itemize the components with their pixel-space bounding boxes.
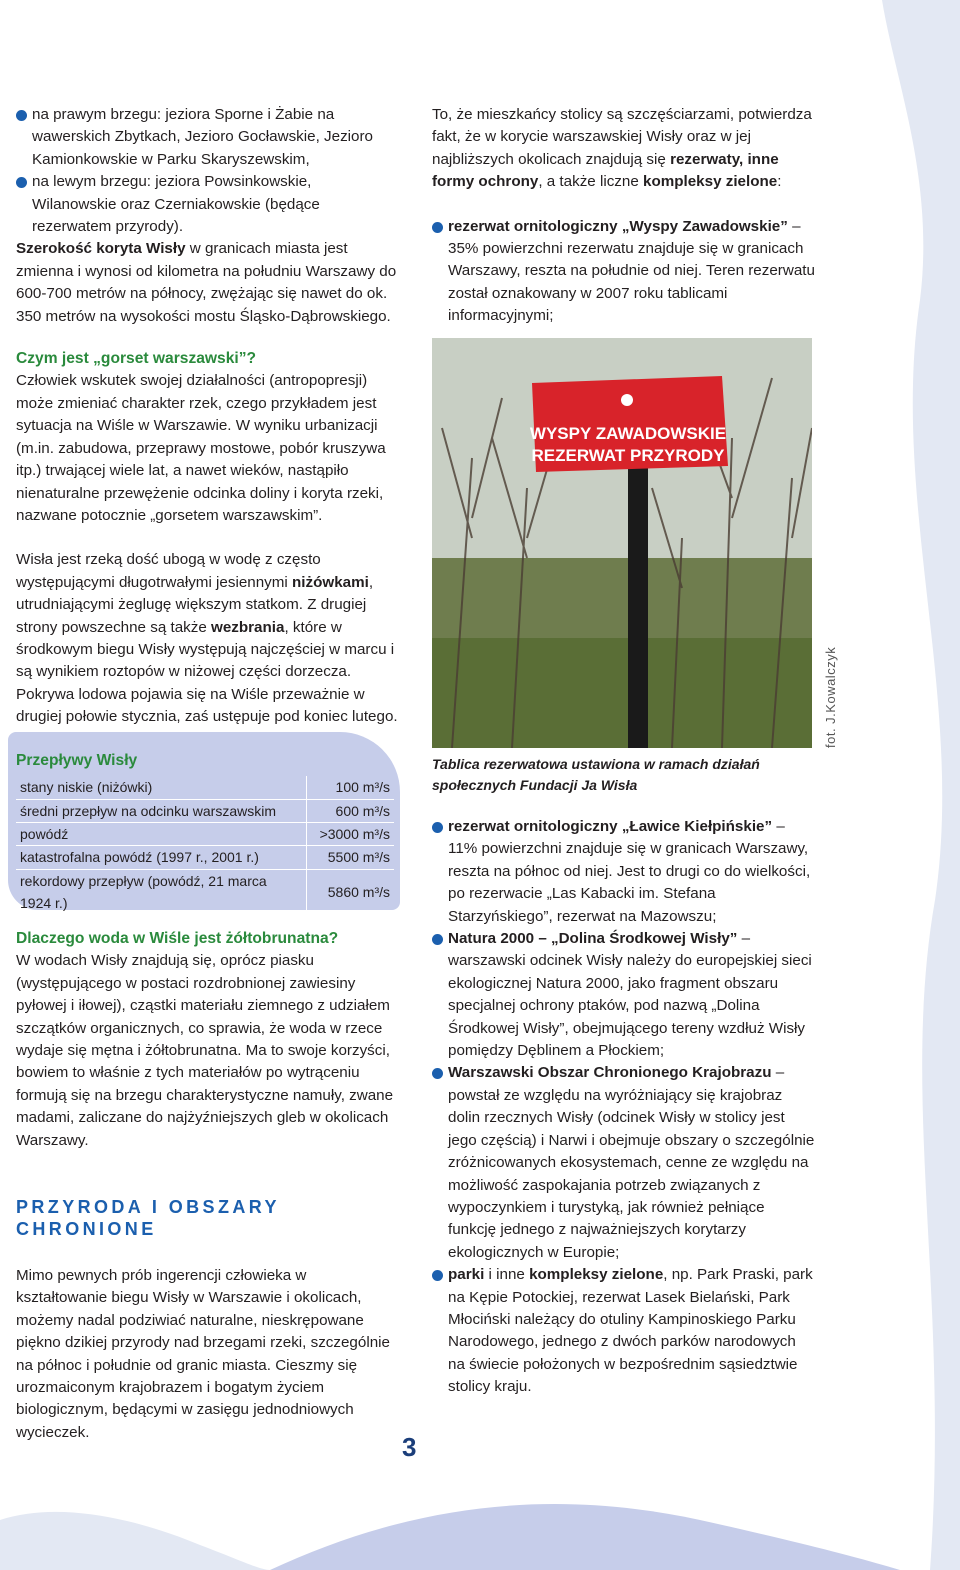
text-span: To, że mieszkańcy stolicy są szczęściarzami, potwierdza fakt, że w korycie warszawskiej Wisły oraz w jej najbliższych okolicach znajdują się	[432, 106, 812, 168]
photo-caption: Tablica rezerwatowa ustawiona w ramach działań społecznych Fundacji Ja Wisła	[432, 756, 760, 793]
text-span: – 11% powierzchni znajduje się w granicach Warszawy, reszta na północ od niej. Jest to drugi co do wielkości, po rezerwacie „Las Kabacki im. Stefana Starzyńskiego”, rezerwat na Mazowszu;	[448, 818, 811, 925]
list-item	[432, 928, 816, 1062]
bold-term: rezerwaty, inne formy ochrony	[432, 150, 779, 191]
bold-term: kompleksy zielone	[643, 173, 778, 191]
flows-table	[16, 776, 394, 916]
text-span: , które w środkowym biegu Wisły występują najczęściej w marcu i są wynikiem roztopów w niżowej części dorzecza. Pokrywa lodowa pojawia się na Wiśle przeważnie w drugiej połowie stycznia, zaś ustępuje pod koniec lutego.	[16, 618, 398, 726]
table-row	[16, 822, 394, 845]
paragraph-gorset: Człowiek wskutek swojej działalności (antropopresji) może zmieniać charakter rzek, czego przykładem jest sytuacja na Wiśle w Warszawie. W wyniku urbanizacji (m.in. zabudowa, przeprawy mostowe, pobór kruszywa itp.) trwającej wiele lat, a nawet wieków, nastąpiło nienaturalne przewężenie odcinka doliny i koryta rzeki, nazwane potocznie „gorsetem warszawskim”.	[16, 372, 386, 524]
heading-gorset: Czym jest „gorset warszawski”?	[16, 350, 257, 368]
text-span: :	[777, 173, 782, 191]
bold-term: kompleksy zielone	[529, 1266, 664, 1284]
sign-line-1: WYSPY ZAWADOWSKIE	[529, 424, 727, 443]
credit-text: fot. J.Kowalczyk	[823, 646, 838, 748]
flow-label: średni przepływ na odcinku warszawskim	[16, 799, 306, 822]
paragraph-river-width	[16, 238, 398, 328]
photo-reserve-sign	[432, 338, 812, 748]
bold-term: rezerwat ornitologiczny „Wyspy Zawadowskie”	[448, 217, 788, 235]
left-column-lower	[16, 928, 398, 1444]
sign-line-2: REZERWAT PRZYRODY	[531, 446, 725, 465]
paragraph-intro	[432, 104, 816, 194]
page-number: 3	[402, 1432, 417, 1462]
list-item	[432, 1062, 816, 1264]
flow-label: rekordowy przepływ (powódź, 21 marca 1924 r.)	[16, 869, 306, 915]
text-span: Wisła jest rzeką dość ubogą w wodę z często występującymi długotrwałymi jesiennymi	[16, 551, 321, 591]
photo-illustration	[432, 338, 812, 748]
heading-water-color: Dlaczego woda w Wiśle jest żółtobrunatna?	[16, 930, 339, 947]
bold-term: Warszawski Obszar Chronionego Krajobrazu	[448, 1064, 772, 1082]
bold-term: parki	[448, 1266, 485, 1284]
text-span: , np. Park Praski, park na Kępie Potockiej, rezerwat Lasek Bielański, Park Młociński należący do otuliny Kampinoskiego Parku Narodowego, jednego z dwóch parków narodowych na świecie położonych w bezpośrednim sąsiedztwie stolicy kraju.	[448, 1266, 813, 1396]
flow-value: 5500 m³/s	[306, 846, 394, 869]
left-column	[16, 104, 398, 729]
section-title: PRZYRODA I OBSZARY CHRONIONE	[16, 1197, 280, 1240]
text-span: – 35% powierzchni rezerwatu znajduje się w granicach Warszawy, reszta na południe od niej. Teren rezerwatu został oznakowany w 2007 roku tablicami informacyjnymi;	[448, 217, 815, 325]
text-span: – warszawski odcinek Wisły należy do europejskiej sieci ekologicznej Natura 2000, jako fragment obszaru specjalnej ochrony ptaków, pod nazwą „Dolina Środkowej Wisły”, obejmującego tereny wzdłuż Wisły pomiędzy Dęblinem a Płockiem;	[448, 930, 812, 1060]
flow-label: powódź	[16, 822, 306, 845]
bold-term: wezbrania	[211, 618, 285, 636]
table-row	[16, 846, 394, 869]
bold-term: niżówkami	[292, 573, 369, 591]
bottom-wave	[270, 1504, 900, 1570]
bottom-wave-light	[0, 1512, 270, 1570]
list-item	[432, 816, 816, 928]
paragraph-water-color: W wodach Wisły znajdują się, oprócz piasku (występującego w postaci rozdrobnionej zawiesiny pyłowej i iłowej), cząstki materiału ziemnego z udziałem szczątków organicznych, co sprawia, że woda w rzece wydaje się mętna i żółtobrunatna. Ma to swoje korzyści, bowiem to właśnie z tych materiałów po wytrąceniu formują się na brzegu charakterystyczne namuły, zwane madami, zaliczane do najżyźniejszych gleb w okolicach Warszawy.	[16, 952, 394, 1149]
table-row	[16, 799, 394, 822]
table-row	[16, 869, 394, 915]
text-span: – powstał ze względu na wyróżniający się krajobraz dolin rzecznych Wisły (odcinek Wisły w stolicy jest jego częścią) i Narwi i obejmuje obszary o szczególnie zróżnicowanych ekosystemach, cenne ze względu na możliwość zaspokajania potrzeb związanych z wypoczynkiem i turystyką, jak również pełniące funkcję jednego z najważniejszych korytarzy ekologicznych w Europie;	[448, 1064, 815, 1261]
flow-value: >3000 m³/s	[306, 822, 394, 845]
photo-credit	[820, 630, 840, 748]
table-row	[16, 776, 394, 799]
bold-term: rezerwat ornitologiczny „Ławice Kiełpińskie”	[448, 818, 773, 835]
flow-label: stany niskie (niżówki)	[16, 776, 306, 799]
bold-term: Natura 2000 – „Dolina Środkowej Wisły”	[448, 930, 738, 948]
right-column	[432, 104, 816, 328]
text-span: , a także liczne	[538, 173, 644, 191]
flow-value: 5860 m³/s	[306, 869, 394, 915]
text-span: i inne	[484, 1266, 530, 1284]
flow-label: katastrofalna powódź (1997 r., 2001 r.)	[16, 846, 306, 869]
flows-title: Przepływy Wisły	[16, 752, 138, 769]
flow-value: 600 m³/s	[306, 799, 394, 822]
paragraph-nature: Mimo pewnych prób ingerencji człowieka w kształtowanie biegu Wisły w Warszawie i okolicach, możemy nadal podziwiać naturalne, nieskrępowane piękno dzikiej przyrody nad brzegami rzeki, szczególnie na północ i południe od granic miasta. Cieszmy się urozmaiconym krajobrazem i bogatym życiem biologicznym, będącymi w zasięgu jednodniowych wycieczek.	[16, 1266, 390, 1441]
paragraph-low-water	[16, 549, 398, 728]
list-item: na prawym brzegu: jeziora Sporne i Żabie na wawerskich Zbytkach, Jezioro Gocławskie, Jezioro Kamionkowskie w Parku Skaryszewskim,	[16, 104, 398, 171]
text-span: , utrudniającymi żeglugę większym statkom. Z drugiej strony powszechne są także	[16, 573, 374, 636]
bold-term: Szerokość koryta Wisły	[16, 240, 186, 258]
list-item	[432, 216, 816, 328]
flow-value: 100 m³/s	[306, 776, 394, 799]
list-item	[432, 1264, 816, 1398]
list-item: na lewym brzegu: jeziora Powsinkowskie, Wilanowskie oraz Czerniakowskie (będące rezerwatem przyrody).	[16, 171, 398, 238]
right-column-lower	[432, 816, 816, 1399]
text-span: w granicach miasta jest zmienna i wynosi od kilometra na południu Warszawy do 600-700 metrów na północy, zwężając się nawet do ok. 350 metrów na wysokości mostu Śląsko-Dąbrowskiego.	[16, 240, 397, 325]
right-wave-strip	[882, 0, 960, 1570]
